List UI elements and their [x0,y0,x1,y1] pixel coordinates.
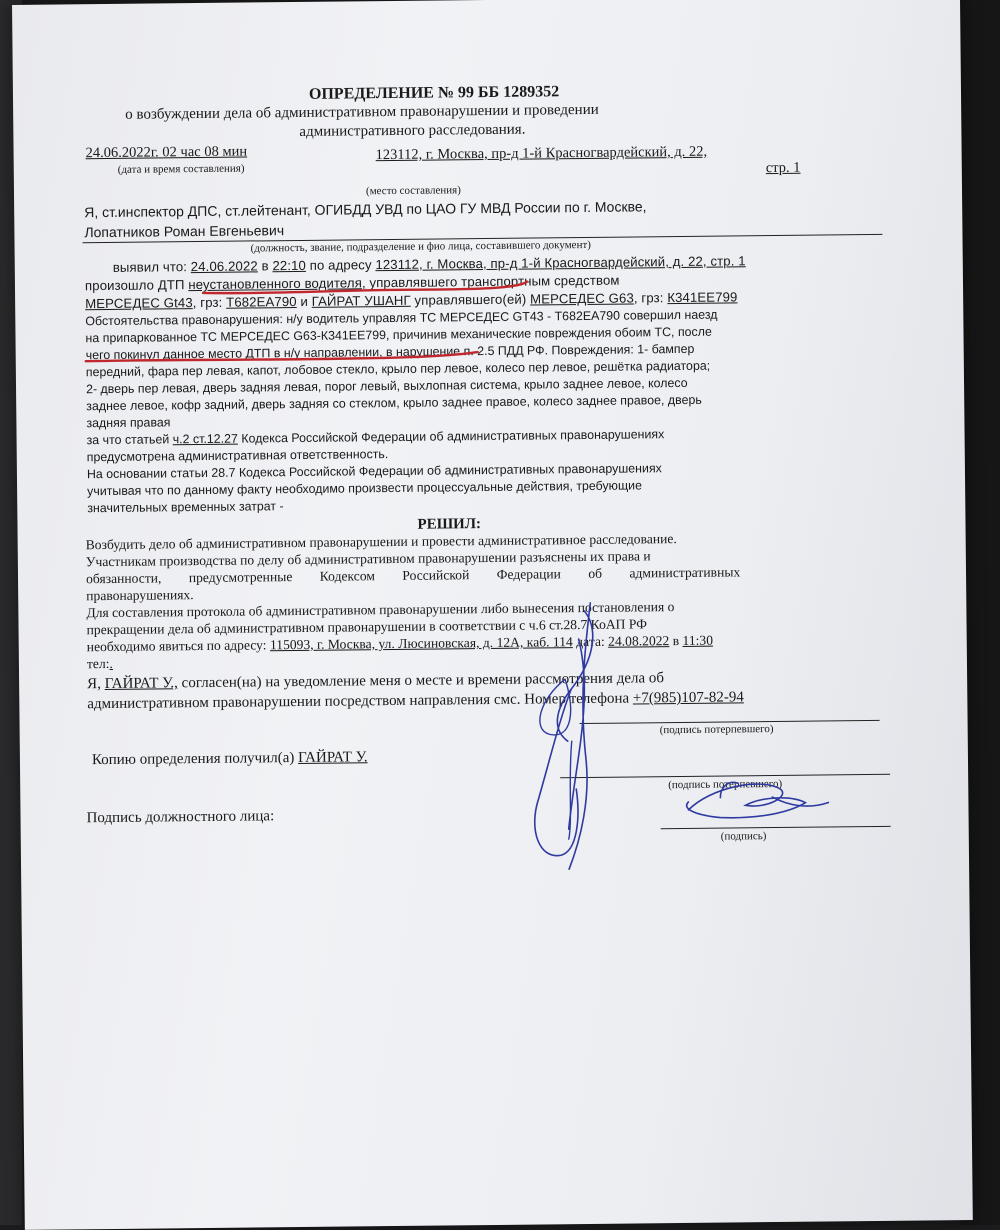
article-line-1 [87,427,665,447]
copy-received [92,749,368,769]
accident-driver: неустановленного водителя, [188,275,366,293]
compile-datetime-caption: (дата и время составления) [117,162,245,176]
accident-text-3: управлявшего(ей) [414,291,527,308]
consent-phone: +7(985)107-82-94 [632,689,744,707]
found-date: 24.06.2022 [190,258,258,275]
summons-date: 24.08.2022 [608,633,670,649]
decided-heading: РЕШИЛ: [417,516,482,533]
copy-received-prefix: Копию определения получил(а) [91,750,295,769]
article-prefix: за что статьей [86,432,170,448]
car1-plate: Т682ЕА790 [226,293,297,310]
summons-date-label: дата: [576,633,605,650]
compile-place-2: стр. 1 [765,159,801,177]
compile-place-caption: (место составления) [365,184,461,198]
found-line [113,253,746,275]
document-sheet [12,0,973,1230]
found-by-address: по адресу [309,257,372,273]
summons-line-2: прекращении дела об административном правонарушении в соответствии с ч.6 ст.28.7 КоАП РФ [86,616,647,638]
copy-received-name: ГАЙРАТ У. [298,749,368,767]
accident-text-2: управлявшего транспортным средством [369,272,620,291]
circumstances-line-3: чего покинул данное место ДТП в н/у направлении, в нарушение п. 2.5 ПДД РФ. Повреждения: 1- бампер [85,341,695,363]
decision-line-3: обязанности, предусмотренные Кодексом Российской Федерации об административных [85,564,741,587]
summons-address: 115093, г. Москва, ул. Люсиновская, д. 12А, каб. 114 [269,634,573,653]
plate1-label: , грз: [192,294,223,311]
decision-line-4: правонарушениях. [86,587,194,604]
summons-tel [87,656,113,672]
official-signature-caption: (подпись) [720,830,767,843]
summons-tel-label: тел: [86,655,110,672]
document-subtitle-1: о возбуждении дела об административном правонарушении и проведении [125,101,599,123]
basis-line-3: значительных временных затрат - [87,499,284,516]
victim-signature-caption-2: (подпись потерпевшего) [668,777,783,792]
car1-model: МЕРСЕДЕС Gt43 [85,295,193,312]
basis-line-1: На основании статьи 28.7 Кодекса Российской Федерации об административных правонарушениях [86,461,662,482]
summons-prefix: необходимо явиться по адресу: [86,637,267,655]
plate2-label: , грз: [633,290,664,306]
summons-time: 11:30 [682,632,714,648]
accident-line-1 [85,273,620,294]
victim-signature-caption-1: (подпись потерпевшего) [659,723,774,737]
circumstances-line-2: на припаркованное ТС МЕРСЕДЕС G63-К341ЕЕ799, причинив механические повреждения обоим ТС, после [85,324,712,346]
document-subtitle-2: административного расследования. [299,121,526,140]
compile-place: 123112, г. Москва, пр-д 1-й Красногвардейский, д. 22, [375,143,708,164]
accident-text-1: произошло ДТП [84,277,185,294]
summons-tel-value: . [109,655,113,671]
car2-plate: К341ЕЕ799 [667,289,738,306]
officer-caption: (должность, звание, подразделение и фио лица, составившего документ) [250,238,591,255]
officer-name: Лопатников Роман Евгеньевич [84,222,285,241]
consent-text-1: согласен(на) на уведомление меня о месте и времени рассмотрения дела об [181,670,665,692]
accident-and: и [300,293,308,309]
officer-line-1: Я, ст.инспектор ДПС, ст.лейтенант, ОГИБДД УВД по ЦАО ГУ МВД России по г. Москве, [84,198,647,221]
consent-text-2: административном правонарушении посредством направления смс. Номер телефона [87,690,630,713]
article-text: Кодекса Российской Федерации об административных правонарушениях [241,427,665,446]
consent-name: ГАЙРАТ У., [104,675,178,693]
circumstances-line-5: 2- дверь пер левая, дверь задняя левая, порог левый, выхлопная система, крыло заднее левое, колесо [85,375,688,397]
circumstances-line-4: передний, фара пер левая, капот, лобовое стекло, крыло пер левое, колесо пер левое, решётка радиатора; [85,358,711,380]
compile-datetime: 24.06.2022г. 02 час 08 мин [85,143,248,162]
article-line-2: предусмотрена административная ответственность. [86,447,389,465]
consent-line-1 [87,670,664,693]
found-in: в [261,258,269,274]
found-prefix: выявил что: [112,259,188,275]
article-ref: ч.2 ст.12.27 [172,431,238,447]
found-time: 22:10 [272,257,307,274]
car2-model: МЕРСЕДЕС G63 [529,290,634,307]
summons-in: в [672,633,680,649]
circumstances-line-6: заднее левое, кофр задний, дверь задняя со стеклом, крыло заднее правое, колесо заднее правое, дверь [86,392,702,414]
decision-line-1: Возбудить дело об административном правонарушении и провести административное расследование. [85,531,677,553]
consent-prefix: Я, [87,676,101,693]
circumstances-line-7: задняя правая [86,415,171,431]
circumstances-line-1: Обстоятельства правонарушения: н/у водитель управляя ТС МЕРСЕДЕС GT43 - Т682ЕА790 совершил наезд [85,307,718,329]
official-signature-line [661,826,891,829]
basis-line-2: учитывая что по данному факту необходимо произвести процессуальные действия, требующие [87,478,643,499]
summons-line-1: Для составления протокола об административном правонарушении либо вынесения постановления о [86,599,675,621]
document-title: ОПРЕДЕЛЕНИЕ № 99 ББ 1289352 [308,83,560,103]
decision-line-2: Участникам производства по делу об административном правонарушении разъяснены их права и [85,548,651,570]
found-address: 123112, г. Москва, пр-д 1-й Красногвардейский, д. 22, стр. 1 [375,253,746,273]
driver2-name: ГАЙРАТ УШАНГ [311,292,411,309]
official-signature-label: Подпись должностного лица: [86,808,275,827]
consent-line-2 [87,689,744,713]
